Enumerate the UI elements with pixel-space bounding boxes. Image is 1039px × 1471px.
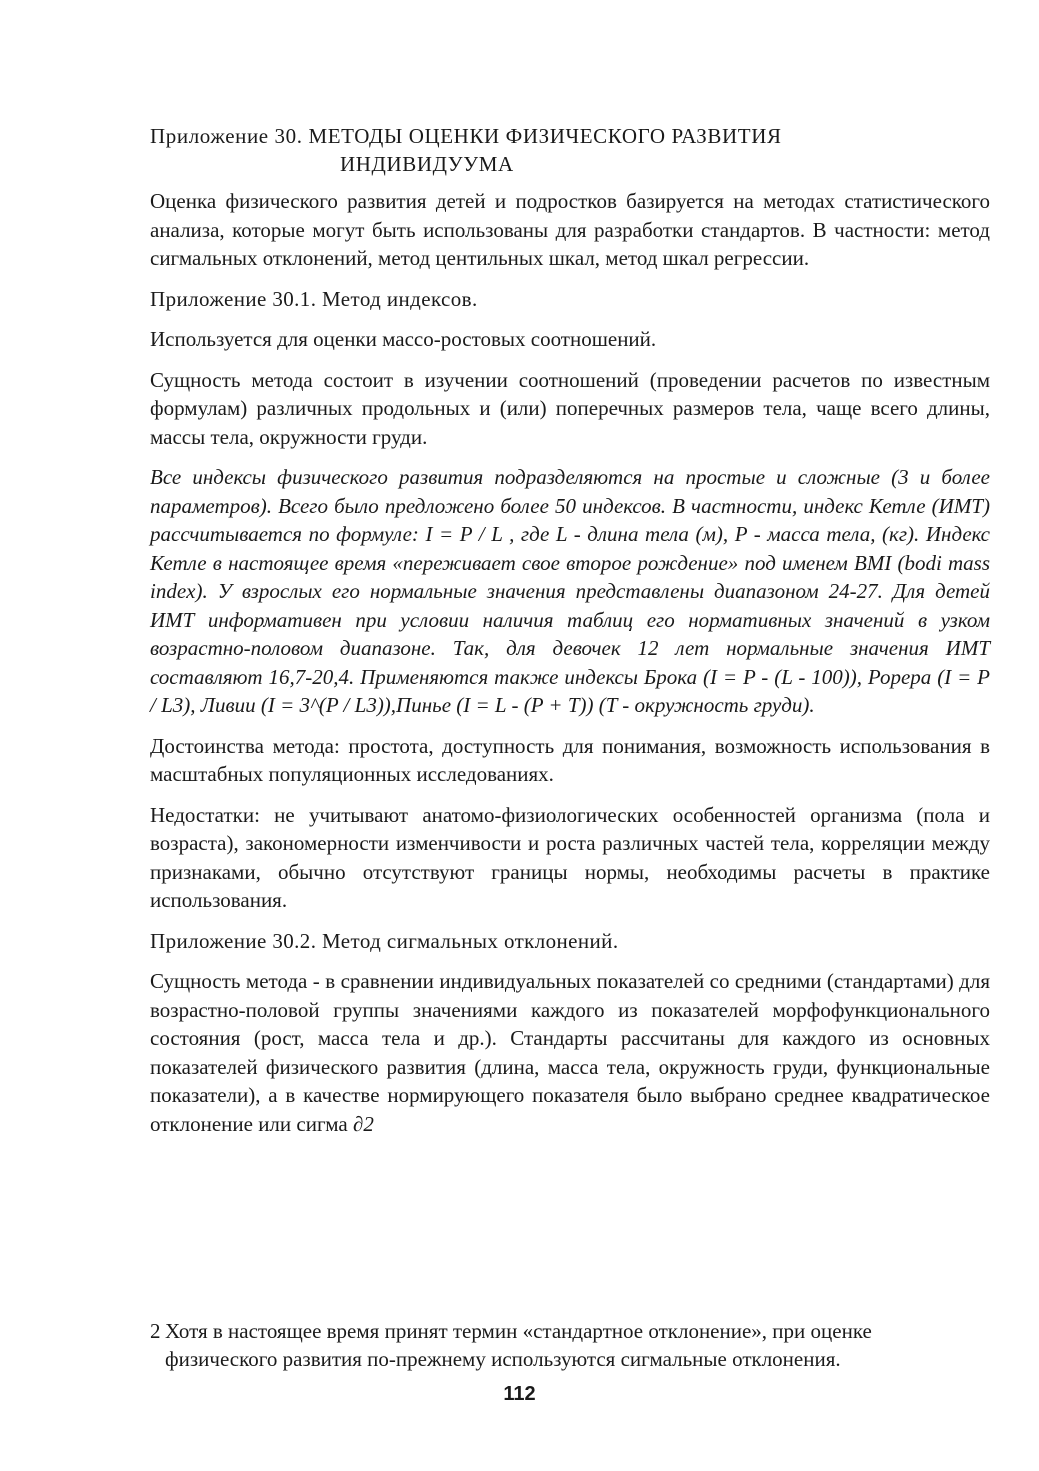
indices-italic-paragraph: Все индексы физического развития подразделяются на простые и сложные (3 и более параметров). Всего было предложено более 50 индексов. В частности, индекс Кетле (ИМТ) рассчитывается по формуле: I = P / L , где L - длина тела (м), P - масса тела, (кг). Индекс Кетле в настоящее время «переживает свое второе рождение» под именем BMI (bodi mass index). У взрослых его нормальные значения представлены диапазоном 24-27. Для детей ИМТ информативен при условии наличия таблиц его нормативных значений в узком возрастно-половом диапазоне. Так, для девочек 12 лет нормальные значения ИМТ составляют 16,7-20,4. Применяются также индексы Брока (I = P - (L - 100)), Рорера (I = P / L3), Ливии (I = 3^(P / L3)),Пинье (I = L - (P + T)) (T - окружность груди). [150, 465, 990, 717]
document-body [150, 187, 990, 1150]
appendix-title [150, 122, 990, 178]
usage-paragraph: Используется для оценки массо-ростовых соотношений. [150, 327, 657, 351]
sigma-footnote-ref[interactable]: ∂2 [353, 1111, 374, 1136]
footnote-text-1: Хотя в настоящее время принят термин «стандартное отклонение», при оценке [165, 1319, 872, 1343]
section-30-1-heading: Приложение 30.1. Метод индексов. [150, 286, 478, 311]
footnote [150, 1317, 970, 1373]
sigma-essence-text: Сущность метода - в сравнении индивидуальных показателей со средними (стандартами) для возрастно-половой группы значениями каждого из показателей морфофункционального состояния (рост, масса тела и др.). Стандарты рассчитаны для каждого из основных показателей физического развития (длина, масса тела, окружность груди, функциональные показатели), а в качестве нормирующего показателя было выбрано среднее квадратическое отклонение или сигма [150, 969, 990, 1136]
advantages-paragraph: Достоинства метода: простота, доступность для понимания, возможность использования в масштабных популяционных исследованиях. [150, 733, 990, 786]
sigma-essence-paragraph [150, 967, 990, 1138]
section-30-2-heading: Приложение 30.2. Метод сигмальных отклонений. [150, 928, 619, 953]
footnote-line1 [150, 1317, 970, 1345]
essence-paragraph: Сущность метода состоит в изучении соотношений (проведении расчетов по известным формулам) различных продольных и (или) поперечных размеров тела, чаще всего длины, массы тела, окружности груди. [150, 367, 990, 449]
page-number: 112 [503, 1383, 536, 1405]
footnote-line2: физического развития по-прежнему используются сигмальные отклонения. [165, 1347, 841, 1371]
appendix-title-line2: ИНДИВИДУУМА [340, 152, 514, 176]
appendix-title-line1: Приложение 30. МЕТОДЫ ОЦЕНКИ ФИЗИЧЕСКОГО РАЗВИТИЯ [150, 124, 782, 148]
footnote-mark: 2 [150, 1319, 161, 1343]
intro-paragraph: Оценка физического развития детей и подростков базируется на методах статистического анализа, которые могут быть использованы для разработки стандартов. В частности: метод сигмальных отклонений, метод центильных шкал, метод шкал регрессии. [150, 189, 990, 270]
disadvantages-paragraph: Недостатки: не учитывают анатомо-физиологических особенностей организма (пола и возраста), закономерности изменчивости и роста различных частей тела, корреляции между признаками, обычно отсутствуют границы нормы, необходимы расчеты в практике использования. [150, 802, 990, 912]
